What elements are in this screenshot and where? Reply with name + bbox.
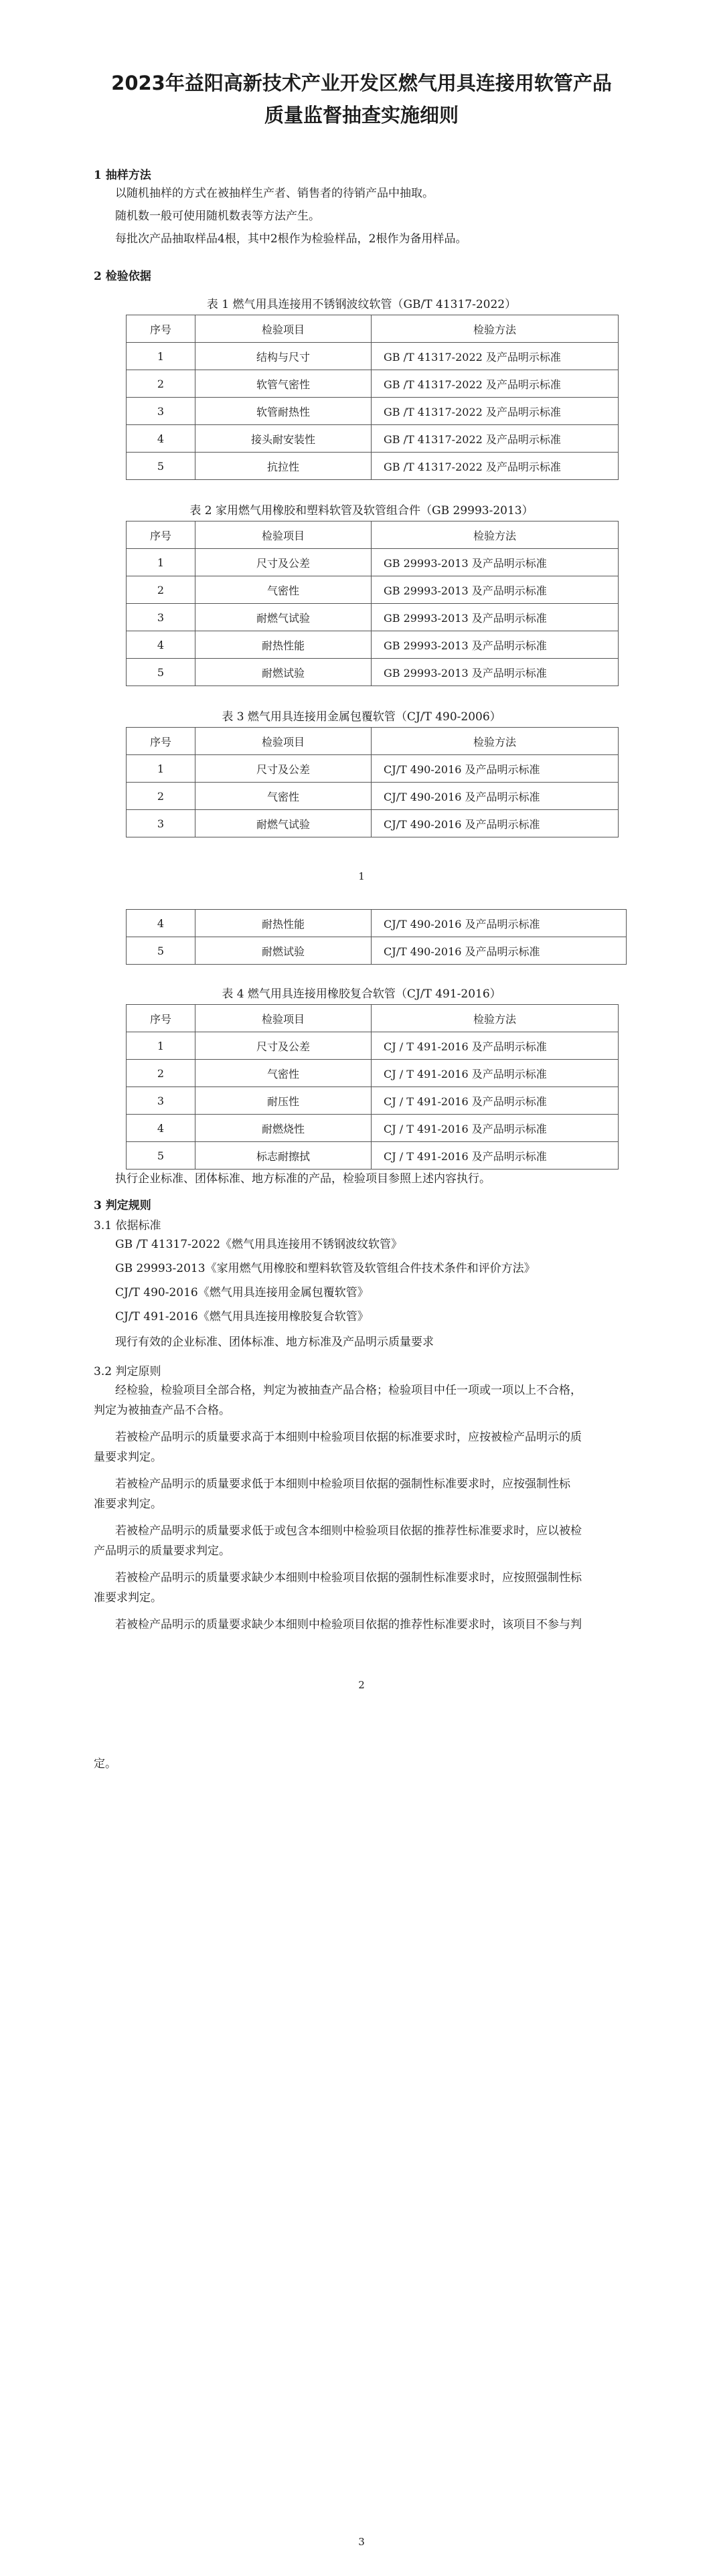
table-cell: 标志耐擦拭 <box>195 1142 372 1170</box>
table-cell: GB 29993-2013 及产品明示标准 <box>372 604 619 631</box>
table-row <box>127 1087 619 1115</box>
rule-5-line-2: 准要求判定。 <box>94 1591 162 1605</box>
table-row <box>127 1032 619 1060</box>
table-1 <box>126 315 619 480</box>
table-cell: CJ/T 490-2016 及产品明示标准 <box>372 937 627 965</box>
table-cell: 5 <box>127 937 195 965</box>
table-cell: CJ/T 490-2016 及产品明示标准 <box>372 810 619 837</box>
table-cell: CJ / T 491-2016 及产品明示标准 <box>372 1142 619 1170</box>
standard-1: GB /T 41317-2022《燃气用具连接用不锈钢波纹软管》 <box>115 1238 403 1251</box>
section-1-heading: 1 抽样方法 <box>94 169 151 182</box>
page-1 <box>0 0 723 897</box>
table-row <box>127 370 619 398</box>
table-cell: 1 <box>127 1032 195 1060</box>
table-row <box>127 810 619 837</box>
section-1-para-2: 随机数一般可使用随机数表等方法产生。 <box>115 210 320 223</box>
table-row <box>127 453 619 480</box>
table-cell: 耐热性能 <box>195 910 372 937</box>
table-cell: 耐燃烧性 <box>195 1115 372 1142</box>
table-header-row <box>127 1005 619 1032</box>
section-3-heading: 3 判定规则 <box>94 1199 151 1212</box>
table-cell: 抗拉性 <box>195 453 372 480</box>
table-row <box>127 1115 619 1142</box>
table-cell: 2 <box>127 576 195 604</box>
table-row <box>127 659 619 686</box>
table-row <box>127 783 619 810</box>
table-cell: 3 <box>127 1087 195 1115</box>
header-cell: 检验项目 <box>195 521 372 549</box>
header-cell: 检验项目 <box>195 315 372 343</box>
header-cell: 检验项目 <box>195 728 372 755</box>
rule-6-line-2: 定。 <box>94 1757 116 1771</box>
table-cell: GB /T 41317-2022 及产品明示标准 <box>372 453 619 480</box>
table-cell: 1 <box>127 549 195 576</box>
table-cell: 4 <box>127 631 195 659</box>
rule-6-line-1: 若被检产品明示的质量要求缺少本细则中检验项目依据的推荐性标准要求时，该项目不参与判 <box>115 1618 582 1631</box>
page-number: 1 <box>358 870 365 882</box>
table-cell: GB 29993-2013 及产品明示标准 <box>372 549 619 576</box>
table-cell: 3 <box>127 398 195 425</box>
table-cell: CJ/T 490-2016 及产品明示标准 <box>372 783 619 810</box>
table-2 <box>126 521 619 686</box>
document-title-line-2: 质量监督抽查实施细则 <box>264 104 459 127</box>
section-3-2-heading: 3.2 判定原则 <box>94 1365 161 1378</box>
table-cell: 耐燃试验 <box>195 659 372 686</box>
table-cell: GB /T 41317-2022 及产品明示标准 <box>372 425 619 453</box>
table-cell: 1 <box>127 343 195 370</box>
table-cell: CJ / T 491-2016 及产品明示标准 <box>372 1115 619 1142</box>
table-cell: 耐燃试验 <box>195 937 372 965</box>
rule-4-line-1: 若被检产品明示的质量要求低于或包含本细则中检验项目依据的推荐性标准要求时，应以被检 <box>115 1524 582 1538</box>
table-cell: 尺寸及公差 <box>195 755 372 783</box>
page-number: 2 <box>358 1679 365 1691</box>
table-row <box>127 343 619 370</box>
table-cell: 软管耐热性 <box>195 398 372 425</box>
table-cell: 气密性 <box>195 1060 372 1087</box>
table-cell: 5 <box>127 659 195 686</box>
table-cell: CJ / T 491-2016 及产品明示标准 <box>372 1032 619 1060</box>
page-number: 3 <box>358 2536 365 2548</box>
rule-2-line-1: 若被检产品明示的质量要求高于本细则中检验项目依据的标准要求时，应按被检产品明示的质 <box>115 1431 582 1444</box>
header-cell: 检验方法 <box>372 728 619 755</box>
table-cell: 3 <box>127 810 195 837</box>
rule-3-line-1: 若被检产品明示的质量要求低于本细则中检验项目依据的强制性标准要求时，应按强制性标 <box>115 1477 570 1491</box>
table-cell: GB /T 41317-2022 及产品明示标准 <box>372 343 619 370</box>
rule-4-line-2: 产品明示的质量要求判定。 <box>94 1544 230 1558</box>
standard-2: GB 29993-2013《家用燃气用橡胶和塑料软管及软管组合件技术条件和评价方法》 <box>115 1262 536 1275</box>
standard-3: CJ/T 490-2016《燃气用具连接用金属包覆软管》 <box>115 1286 369 1299</box>
table-row <box>127 1060 619 1087</box>
table-cell: 耐燃气试验 <box>195 810 372 837</box>
table-row <box>127 425 619 453</box>
table-cell: 耐热性能 <box>195 631 372 659</box>
header-cell: 检验方法 <box>372 315 619 343</box>
table-note: 执行企业标准、团体标准、地方标准的产品，检验项目参照上述内容执行。 <box>115 1172 491 1186</box>
table-cell: 2 <box>127 370 195 398</box>
table-row <box>127 549 619 576</box>
table-row <box>127 1142 619 1170</box>
table-cell: 气密性 <box>195 576 372 604</box>
section-1-para-1: 以随机抽样的方式在被抽样生产者、销售者的待销产品中抽取。 <box>115 187 434 200</box>
table-cell: GB /T 41317-2022 及产品明示标准 <box>372 398 619 425</box>
table-row <box>127 910 627 937</box>
table-cell: 结构与尺寸 <box>195 343 372 370</box>
table-cell: GB 29993-2013 及产品明示标准 <box>372 659 619 686</box>
table-cell: 软管气密性 <box>195 370 372 398</box>
table-row <box>127 937 627 965</box>
table-header-row <box>127 521 619 549</box>
table-4 <box>126 1004 619 1170</box>
table-cell: 3 <box>127 604 195 631</box>
page-3 <box>0 1754 723 2576</box>
header-cell: 序号 <box>127 1005 195 1032</box>
page-2 <box>0 897 723 1754</box>
table-cell: 2 <box>127 1060 195 1087</box>
header-cell: 序号 <box>127 521 195 549</box>
rule-3-line-2: 准要求判定。 <box>94 1498 162 1511</box>
table-cell: GB 29993-2013 及产品明示标准 <box>372 631 619 659</box>
table-cell: 2 <box>127 783 195 810</box>
table-cell: CJ / T 491-2016 及产品明示标准 <box>372 1060 619 1087</box>
table-cell: 耐压性 <box>195 1087 372 1115</box>
table-header-row <box>127 315 619 343</box>
table-cell: GB 29993-2013 及产品明示标准 <box>372 576 619 604</box>
section-1-para-3: 每批次产品抽取样品4根，其中2根作为检验样品，2根作为备用样品。 <box>115 232 467 246</box>
standard-5: 现行有效的企业标准、团体标准、地方标准及产品明示质量要求 <box>115 1336 434 1349</box>
table-cell: 接头耐安装性 <box>195 425 372 453</box>
table-cell: 4 <box>127 1115 195 1142</box>
table-row <box>127 398 619 425</box>
table-row <box>127 755 619 783</box>
header-cell: 检验项目 <box>195 1005 372 1032</box>
rule-1-line-1: 经检验，检验项目全部合格，判定为被抽查产品合格；检验项目中任一项或一项以上不合格， <box>115 1384 582 1397</box>
table-4-caption: 表 4 燃气用具连接用橡胶复合软管（CJ/T 491-2016） <box>222 987 501 1001</box>
table-cell: 1 <box>127 755 195 783</box>
table-cell: 尺寸及公差 <box>195 1032 372 1060</box>
standard-4: CJ/T 491-2016《燃气用具连接用橡胶复合软管》 <box>115 1310 369 1323</box>
section-2-heading: 2 检验依据 <box>94 270 151 283</box>
table-cell: GB /T 41317-2022 及产品明示标准 <box>372 370 619 398</box>
table-3-continued <box>126 909 627 965</box>
header-cell: 序号 <box>127 728 195 755</box>
table-3 <box>126 727 619 837</box>
table-cell: CJ/T 490-2016 及产品明示标准 <box>372 910 627 937</box>
header-cell: 检验方法 <box>372 521 619 549</box>
table-cell: 尺寸及公差 <box>195 549 372 576</box>
table-cell: 4 <box>127 910 195 937</box>
table-row <box>127 631 619 659</box>
rule-2-line-2: 量要求判定。 <box>94 1451 162 1464</box>
table-1-caption: 表 1 燃气用具连接用不锈钢波纹软管（GB/T 41317-2022） <box>206 298 517 311</box>
table-cell: 4 <box>127 425 195 453</box>
rule-5-line-1: 若被检产品明示的质量要求缺少本细则中检验项目依据的强制性标准要求时，应按照强制性标 <box>115 1571 582 1585</box>
section-3-1-heading: 3.1 依据标准 <box>94 1219 161 1232</box>
table-2-caption: 表 2 家用燃气用橡胶和塑料软管及软管组合件（GB 29993-2013） <box>189 504 534 517</box>
table-cell: CJ / T 491-2016 及产品明示标准 <box>372 1087 619 1115</box>
table-cell: 5 <box>127 453 195 480</box>
rule-1-line-2: 判定为被抽查产品不合格。 <box>94 1404 230 1417</box>
table-row <box>127 604 619 631</box>
document-title-line-1: 2023年益阳高新技术产业开发区燃气用具连接用软管产品 <box>111 72 612 94</box>
table-header-row <box>127 728 619 755</box>
table-3-caption: 表 3 燃气用具连接用金属包覆软管（CJ/T 490-2006） <box>222 710 501 724</box>
header-cell: 检验方法 <box>372 1005 619 1032</box>
table-cell: 5 <box>127 1142 195 1170</box>
table-cell: CJ/T 490-2016 及产品明示标准 <box>372 755 619 783</box>
table-row <box>127 576 619 604</box>
table-cell: 耐燃气试验 <box>195 604 372 631</box>
table-cell: 气密性 <box>195 783 372 810</box>
header-cell: 序号 <box>127 315 195 343</box>
